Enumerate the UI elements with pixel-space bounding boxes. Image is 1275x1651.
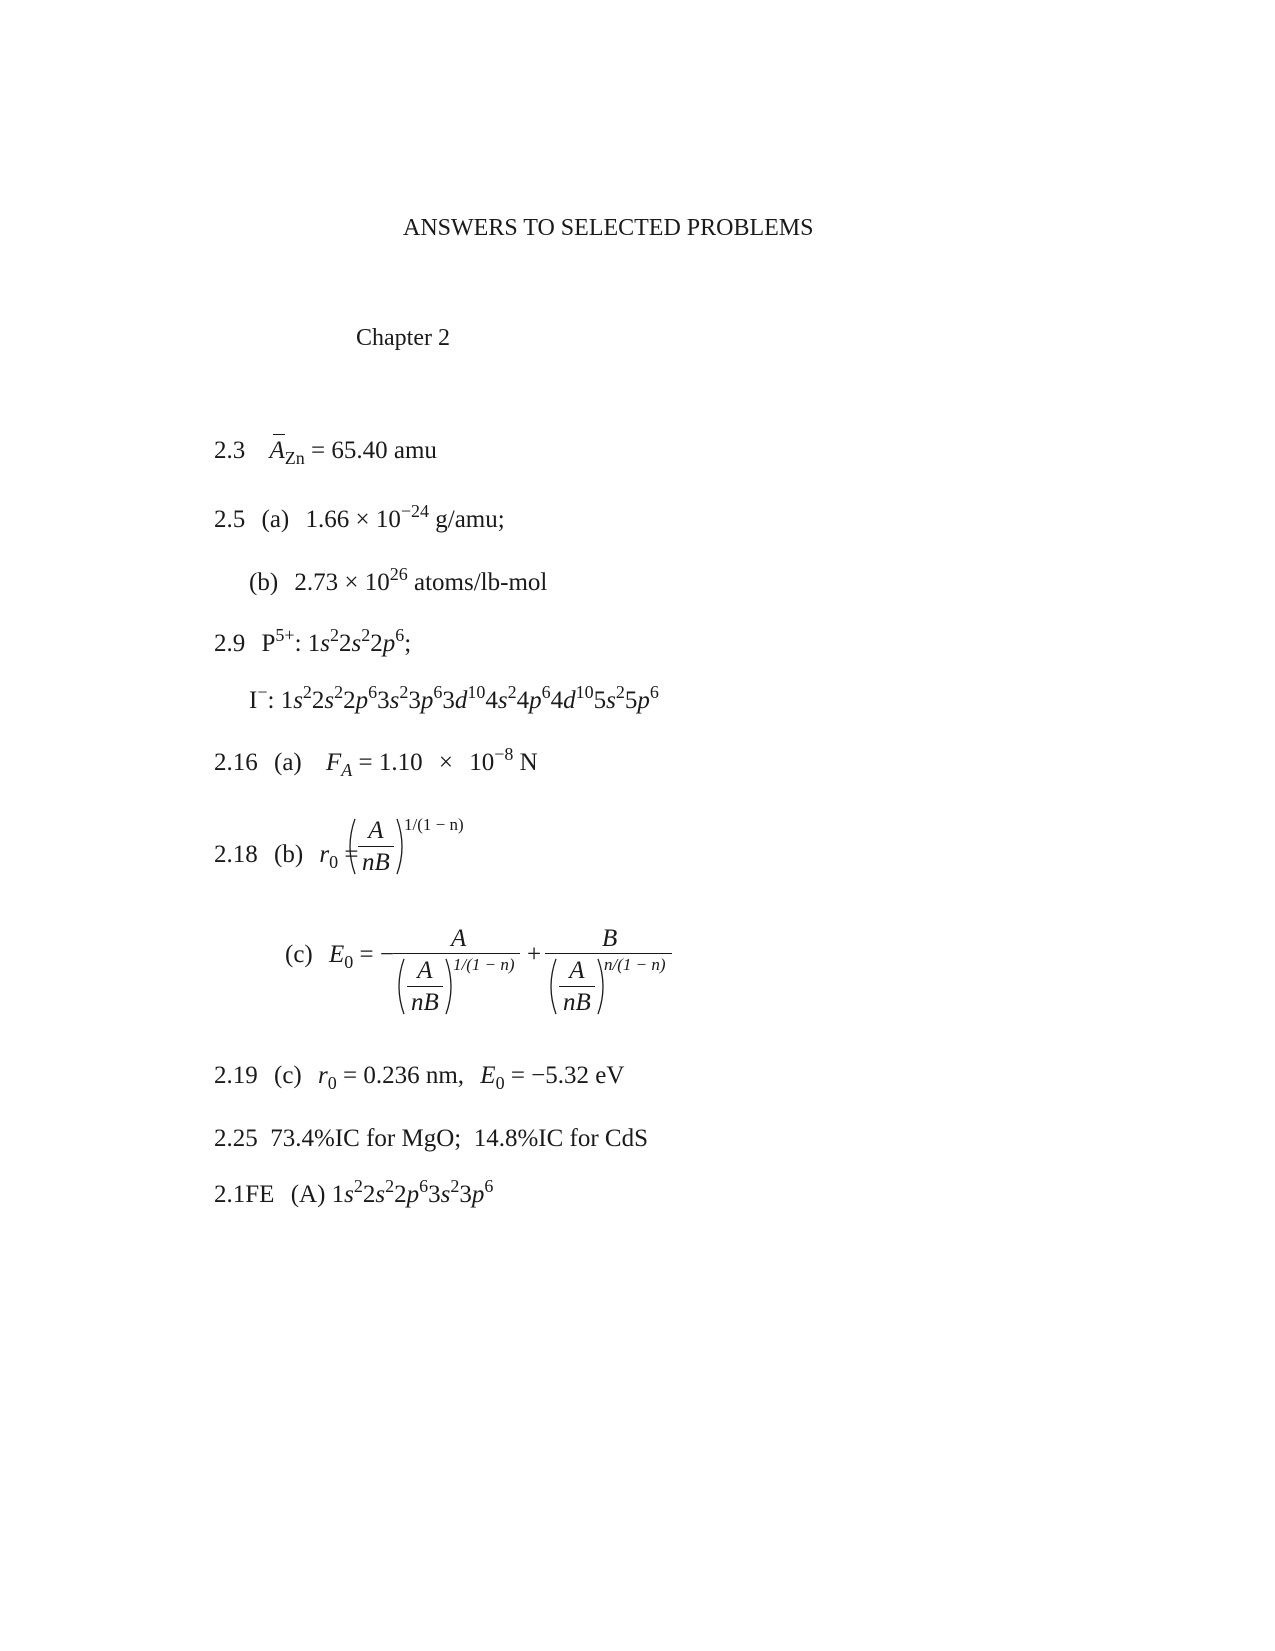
unit: N (519, 749, 538, 776)
part-label: (c) (274, 1062, 302, 1089)
energy-symbol: E (480, 1062, 496, 1089)
answer-2-9-iodide: I−: $1s^22s^22p^63s^23p^63d^{10}4s^24p^64d^{10}5s^25p^6$ (249, 682, 659, 714)
parenthesized-fraction (545, 958, 609, 1015)
problem-number: 2.19 (214, 1062, 258, 1089)
radius-symbol: r (318, 1062, 328, 1089)
ion-charge: 5+ (275, 625, 295, 646)
subscript: 0 (344, 952, 354, 973)
answer-2-18c (285, 941, 394, 973)
problem-number: 2.5 (214, 506, 246, 533)
term2-fraction-bar (545, 953, 672, 954)
r0-expression (344, 818, 408, 875)
page-title: ANSWERS TO SELECTED PROBLEMS (403, 215, 814, 241)
answer-2-9-p5: 2.9 $P^{5+}$: $1s^22s^22p^6$; (214, 625, 412, 657)
answer-2-16 (214, 744, 538, 781)
answer-2-3 (214, 437, 437, 469)
electron-configuration: $1s^22s^22p^6$; (307, 625, 412, 657)
term1-denominator (393, 958, 457, 1015)
exponent: −24 (400, 501, 430, 522)
part-label: (A) (290, 1181, 326, 1208)
answer-2-5b (249, 564, 548, 596)
denominator: nB (411, 989, 439, 1016)
equals-minus: = − (359, 941, 394, 968)
left-paren (545, 958, 557, 1015)
ion-symbol: P (261, 630, 276, 657)
radius-symbol: r (319, 841, 330, 868)
electron-configuration: $1s^22s^22p^63s^23p^63d^{10}4s^24p^64d^{10}5s^25p^6$ (280, 682, 659, 714)
energy-value: = −5.32 eV (510, 1062, 625, 1089)
answer-2-5a (214, 501, 505, 533)
exponent: 1/(1 − n) (404, 815, 464, 834)
term1-numerator: A (451, 925, 467, 952)
numerator: A (417, 957, 433, 984)
right-paren (597, 958, 609, 1015)
problem-number: 2.16 (214, 749, 258, 776)
subscript: 0 (329, 852, 339, 873)
subscript: 0 (327, 1073, 337, 1094)
answer-value: 1.66 × 10 (305, 506, 401, 533)
term2-exponent: n/(1 − n) (604, 955, 666, 974)
numerator: A (368, 817, 384, 844)
term2-denominator (545, 958, 609, 1015)
problem-number: 2.1FE (214, 1181, 275, 1208)
problem-number: 2.9 (214, 630, 246, 657)
term1-exponent: 1/(1 − n) (453, 955, 515, 974)
problem-number: 2.18 (214, 841, 258, 868)
subscript: 0 (495, 1073, 505, 1094)
denominator: nB (563, 989, 591, 1016)
atomic-mass-symbol: A (269, 437, 285, 464)
term1-fraction-bar (393, 953, 520, 954)
power-base: 10 (469, 749, 495, 776)
answer-value: = 1.10 (358, 749, 423, 776)
parenthesized-fraction (393, 958, 457, 1015)
problem-number: 2.3 (214, 437, 246, 464)
exponent: 26 (389, 564, 408, 585)
answer-value: 2.73 × 10 (294, 569, 390, 596)
equals-sign: = (344, 841, 359, 868)
plus-sign: + (527, 941, 542, 968)
answer-2-18b (214, 841, 359, 873)
radius-value: = 0.236 nm, (342, 1062, 465, 1089)
numerator: A (569, 957, 585, 984)
energy-symbol: E (329, 941, 345, 968)
unit: g/amu; (435, 506, 505, 533)
answer-2-25: 2.25 73.4%IC for MgO; 14.8%IC for CdS (214, 1125, 649, 1152)
answer-2-1FE (214, 1176, 494, 1208)
part-label: (c) (285, 941, 313, 968)
answer-value: = 65.40 amu (311, 437, 437, 464)
times-sign: × (438, 749, 453, 776)
right-paren (445, 958, 457, 1015)
exponent: −8 (494, 744, 514, 765)
left-paren (393, 958, 405, 1015)
electron-configuration: $1s^22s^22p^63s^23p^6$ (331, 1176, 494, 1208)
ion-symbol: I (249, 687, 258, 714)
part-label: (a) (261, 506, 290, 533)
subscript: A (341, 760, 353, 781)
denominator: nB (362, 849, 390, 876)
chapter-heading: Chapter 2 (356, 325, 450, 351)
force-symbol: F (326, 749, 342, 776)
left-paren (344, 818, 359, 875)
ion-charge: − (257, 682, 268, 703)
part-label: (b) (249, 569, 279, 596)
subscript: Zn (284, 448, 305, 469)
part-label: (b) (274, 841, 304, 868)
term2-numerator: B (602, 925, 618, 952)
part-label: (a) (274, 749, 302, 776)
parenthesized-fraction (344, 818, 408, 875)
answer-2-19 (214, 1062, 625, 1094)
unit: atoms/lb-mol (414, 569, 548, 596)
